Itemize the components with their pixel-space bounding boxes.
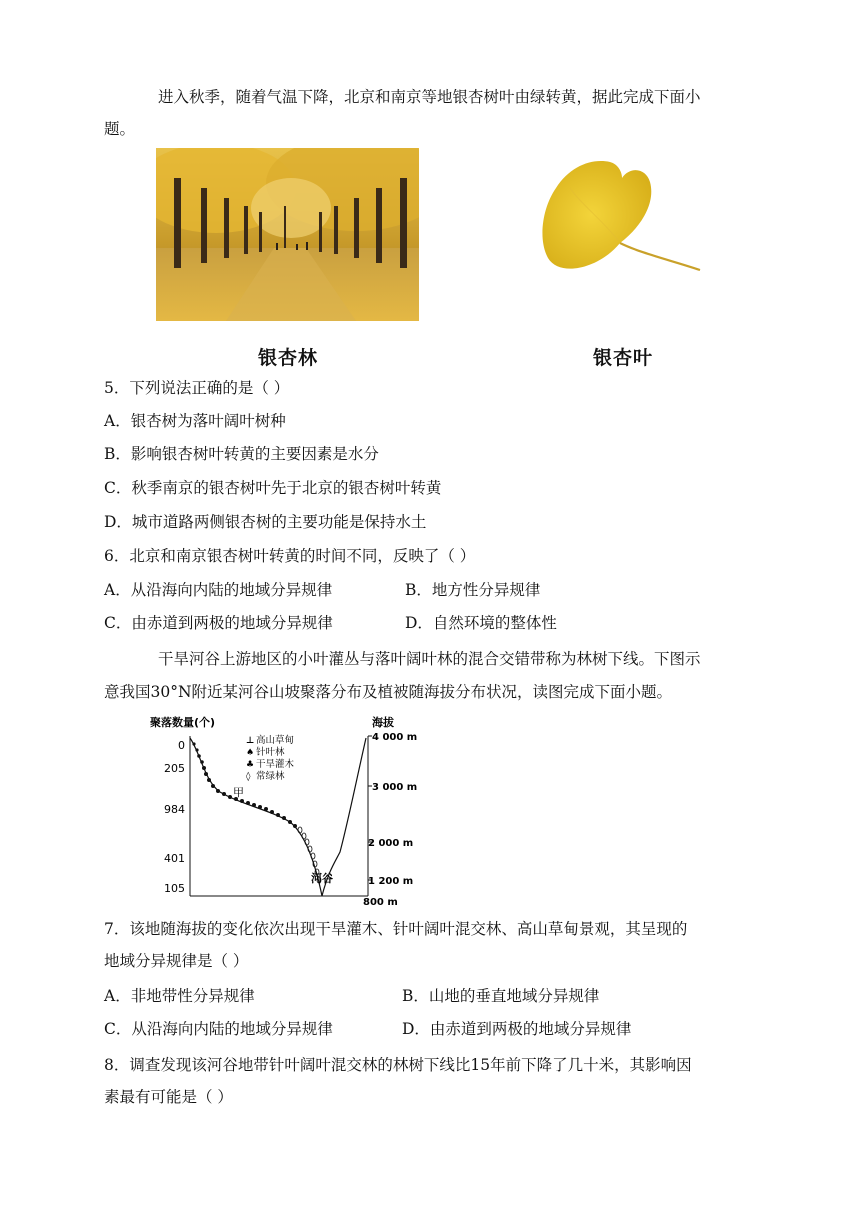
right-axis-title: 海拔 <box>372 716 394 729</box>
intro2-line2: 意我国30°N附近某河谷山坡聚落分布及植被随海拔分布状况，读图完成下面小题。 <box>104 683 673 701</box>
photo-caption: 银杏林 <box>258 347 319 369</box>
right-tick-800: 800 m <box>363 897 398 908</box>
q6-option-row1 <box>104 579 541 601</box>
left-tick-401: 401 <box>164 852 185 865</box>
legend-evergreen-forest: 常绿林 <box>256 771 285 782</box>
q6-stem: 6．北京和南京银杏树叶转黄的时间不同，反映了（ ） <box>104 547 476 565</box>
valley-elevation-diagram <box>150 712 430 908</box>
ginkgo-forest-photo <box>156 148 419 321</box>
left-tick-0: 0 <box>178 739 185 752</box>
svg-text:⊥: ⊥ <box>246 736 255 746</box>
svg-text:♠: ♠ <box>246 748 255 758</box>
legend-dry-shrub: 干旱灌木 <box>256 759 295 770</box>
leaf-caption: 银杏叶 <box>593 347 654 369</box>
intro1-line2: 题。 <box>104 120 136 138</box>
q7-option-row2 <box>104 1018 632 1040</box>
left-tick-105: 105 <box>164 882 185 895</box>
q7-option-a: A．非地带性分异规律 <box>104 987 255 1005</box>
ginkgo-leaf-image <box>530 148 710 308</box>
right-tick-1200: 1 200 m <box>368 876 414 887</box>
right-tick-4000: 4 000 m <box>372 732 418 743</box>
q6-option-a: A．从沿海向内陆的地域分异规律 <box>104 581 333 599</box>
q7-option-row1 <box>104 985 600 1007</box>
intro1-line1: 进入秋季，随着气温下降，北京和南京等地银杏树叶由绿转黄，据此完成下面小 <box>158 88 701 106</box>
q7-option-b: B．山地的垂直地域分异规律 <box>402 987 600 1005</box>
q5-option-d: D．城市道路两侧银杏树的主要功能是保持水土 <box>104 513 427 531</box>
q6-option-b: B．地方性分异规律 <box>405 581 541 599</box>
q5-option-c: C．秋季南京的银杏树叶先于北京的银杏树叶转黄 <box>104 479 442 497</box>
left-tick-984: 984 <box>164 803 185 816</box>
legend-conifer-forest: 针叶林 <box>256 747 285 758</box>
intro2-line1: 干旱河谷上游地区的小叶灌丛与落叶阔叶林的混合交错带称为林树下线。下图示 <box>158 650 701 668</box>
q7-option-d: D．由赤道到两极的地域分异规律 <box>402 1020 632 1038</box>
q8-stem-line2: 素最有可能是（ ） <box>104 1088 233 1106</box>
left-tick-205: 205 <box>164 762 185 775</box>
q5-stem: 5．下列说法正确的是（ ） <box>104 379 290 397</box>
svg-text:♣: ♣ <box>246 760 255 770</box>
label-jia: 甲 <box>233 786 244 799</box>
q6-option-row2 <box>104 612 557 634</box>
left-axis-title: 聚落数量(个) <box>150 716 216 729</box>
q7-stem-line2: 地域分异规律是（ ） <box>104 952 249 970</box>
q7-option-c: C．从沿海向内陆的地域分异规律 <box>104 1020 333 1038</box>
svg-text:◊: ◊ <box>246 772 251 782</box>
q6-option-c: C．由赤道到两极的地域分异规律 <box>104 614 333 632</box>
label-valley: 河谷 <box>311 872 333 885</box>
legend-alpine-meadow: 高山草甸 <box>256 735 295 746</box>
q5-option-a: A．银杏树为落叶阔叶树种 <box>104 412 286 430</box>
q5-option-b: B．影响银杏树叶转黄的主要因素是水分 <box>104 445 379 463</box>
diagram-legend <box>246 734 295 782</box>
right-tick-2000: 2 000 m <box>368 838 414 849</box>
q8-stem-line1: 8．调查发现该河谷地带针叶阔叶混交林的林树下线比15年前下降了几十米，其影响因 <box>104 1056 692 1074</box>
q6-option-d: D．自然环境的整体性 <box>405 614 557 632</box>
q7-stem-line1: 7．该地随海拔的变化依次出现干旱灌木、针叶阔叶混交林、高山草甸景观，其呈现的 <box>104 920 688 938</box>
right-tick-3000: 3 000 m <box>372 782 418 793</box>
